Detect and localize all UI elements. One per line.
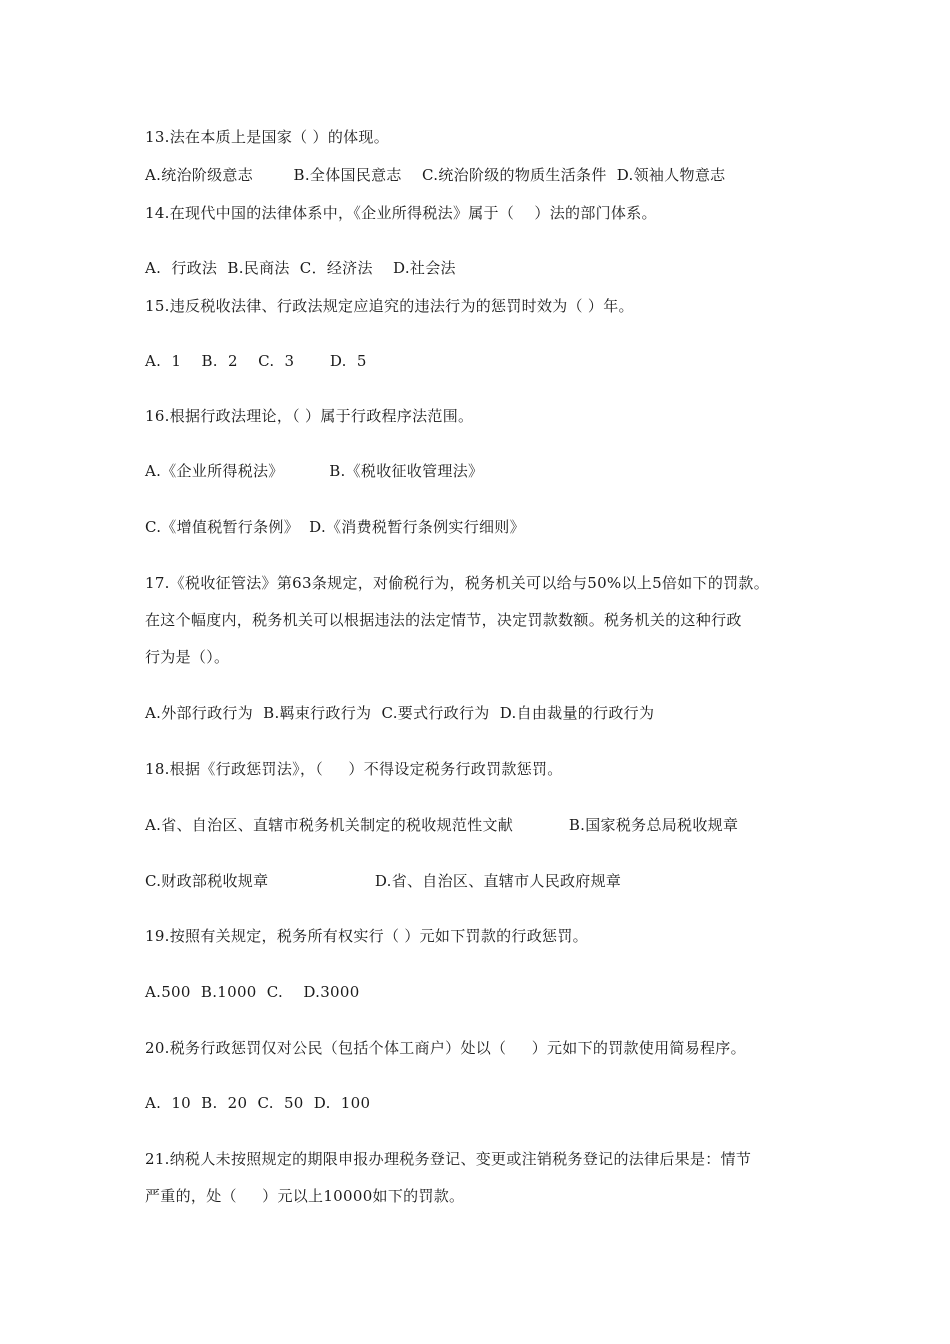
question-20-options: A. 10 B. 20 C. 50 D. 100 — [145, 1094, 371, 1112]
question-18-options-line-1: A.省、自治区、直辖市税务机关制定的税收规范性文献 B.国家税务总局税收规章 — [145, 816, 739, 834]
question-19-stem: 19.按照有关规定，税务所有权实行（ ）元如下罚款的行政惩罚。 — [145, 927, 588, 945]
question-18-stem: 18.根据《行政惩罚法》，（ ）不得设定税务行政罚款惩罚。 — [145, 760, 563, 778]
question-20-stem: 20.税务行政惩罚仅对公民（包括个体工商户）处以（ ）元如下的罚款使用简易程序。 — [145, 1039, 746, 1057]
question-19-options: A.500 B.1000 C. D.3000 — [145, 983, 360, 1001]
question-21-stem-line-2: 严重的，处（ ）元以上10000如下的罚款。 — [145, 1187, 465, 1205]
question-21-stem-line-1: 21.纳税人未按照规定的期限申报办理税务登记、变更或注销税务登记的法律后果是：情节 — [145, 1150, 752, 1168]
question-17-stem-line-1: 17.《税收征管法》第63条规定，对偷税行为，税务机关可以给与50%以上5倍如下的罚款。 — [145, 574, 770, 592]
question-16-options-line-2: C.《增值税暂行条例》 D.《消费税暂行条例实行细则》 — [145, 518, 525, 536]
question-13-stem: 13.法在本质上是国家（ ）的体现。 — [145, 128, 390, 146]
question-14-options: A. 行政法 B.民商法 C．经济法 D.社会法 — [145, 259, 456, 277]
question-15-stem: 15.违反税收法律、行政法规定应追究的违法行为的惩罚时效为（ ）年。 — [145, 297, 634, 315]
question-16-options-line-1: A.《企业所得税法》 B.《税收征收管理法》 — [145, 462, 484, 480]
question-13-options: A.统治阶级意志 B.全体国民意志 C.统治阶级的物质生活条件 D.领袖人物意志 — [145, 166, 726, 184]
question-14-stem: 14.在现代中国的法律体系中，《企业所得税法》属于（ ）法的部门体系。 — [145, 204, 657, 222]
question-17-stem-line-2: 在这个幅度内，税务机关可以根据违法的法定情节，决定罚款数额。税务机关的这种行政 — [145, 611, 742, 629]
question-15-options: A. 1 B. 2 C. 3 D. 5 — [145, 352, 367, 370]
question-16-stem: 16.根据行政法理论，（ ）属于行政程序法范围。 — [145, 407, 474, 425]
question-18-options-line-2: C.财政部税收规章 D.省、自治区、直辖市人民政府规章 — [145, 872, 622, 890]
question-17-options: A.外部行政行为 B.羁束行政行为 C.要式行政行为 D.自由裁量的行政行为 — [145, 704, 655, 722]
question-17-stem-line-3: 行为是（）。 — [145, 648, 230, 666]
